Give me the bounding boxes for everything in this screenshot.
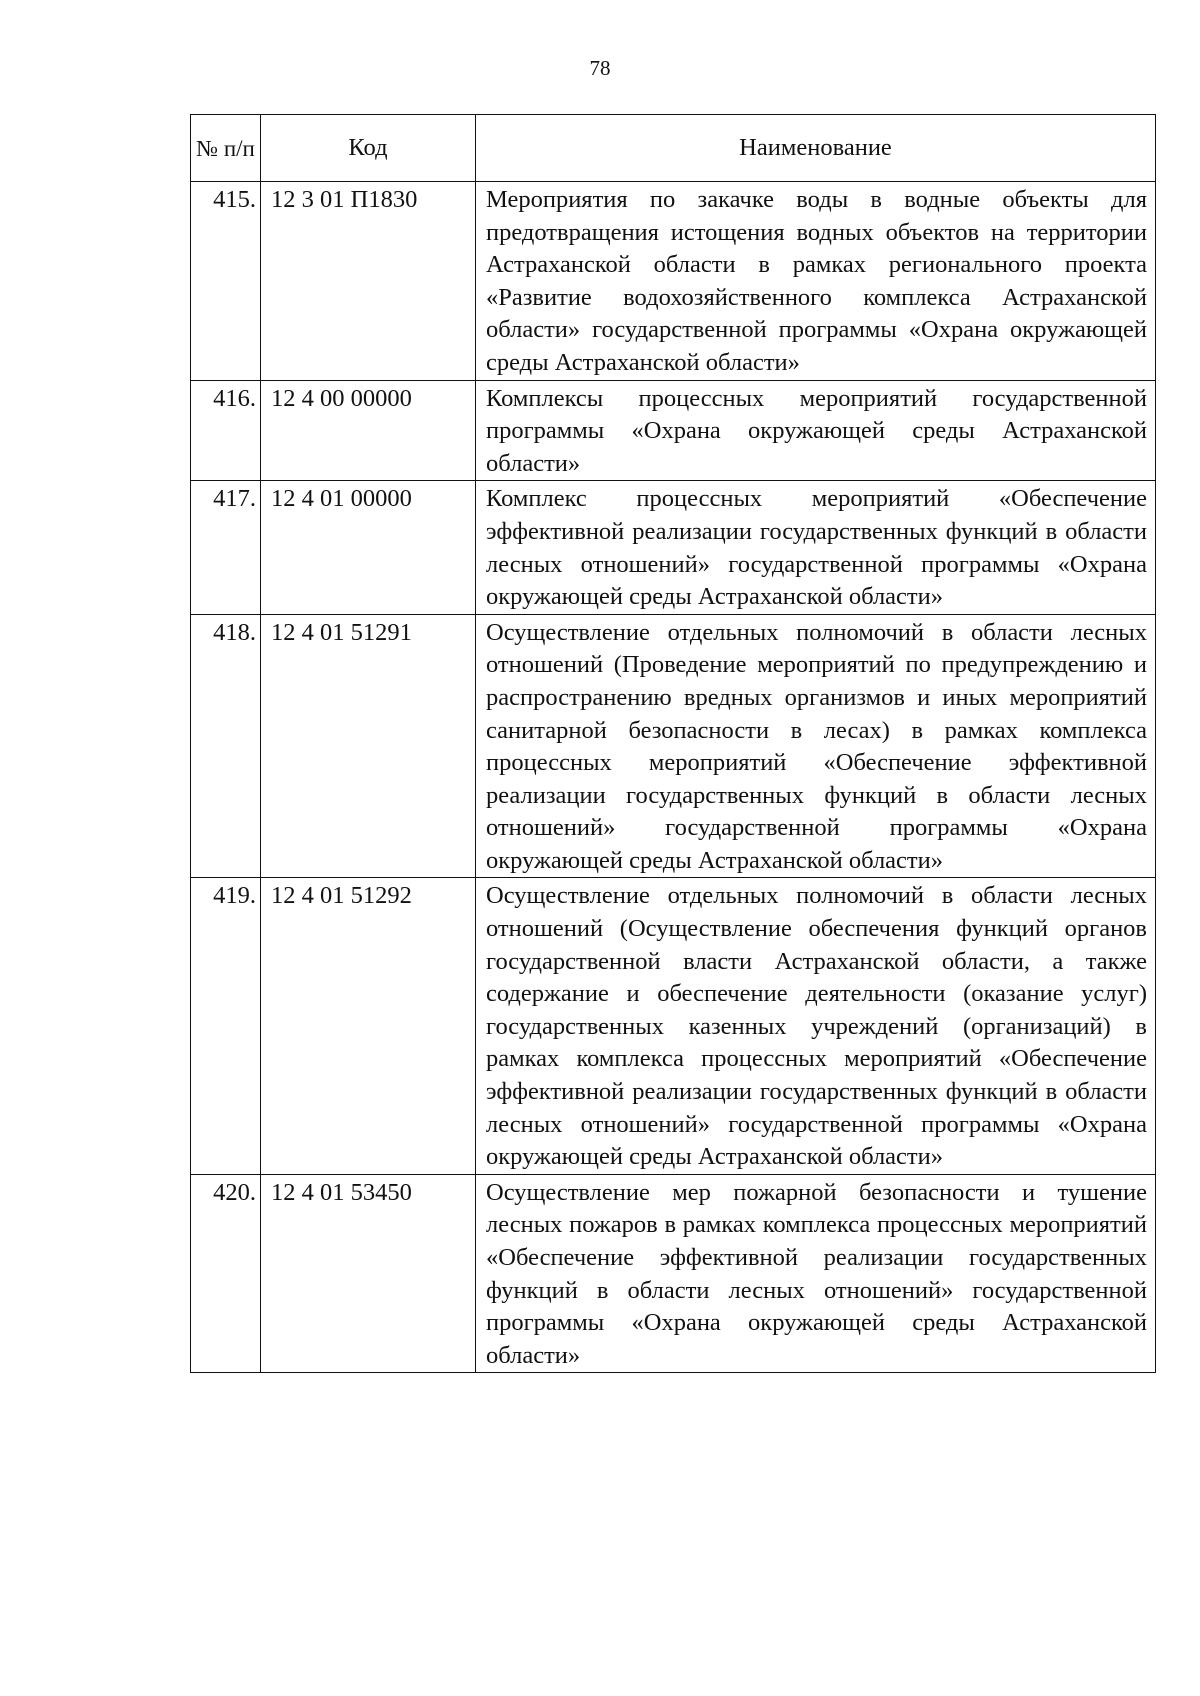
row-name: Комплексы процессных мероприятий государственной программы «Охрана окружающей среды Астраханской области» bbox=[476, 380, 1156, 481]
header-name: Наименование bbox=[476, 115, 1156, 182]
header-code: Код bbox=[261, 115, 476, 182]
row-number: 415. bbox=[191, 182, 261, 381]
row-name: Осуществление отдельных полномочий в области лесных отношений (Осуществление обеспечения функций органов государственной власти Астраханской области, а также содержание и обеспечение деятельности (оказание услуг) государственных казенных учреждений (организаций) в рамках комплекса процессных мероприятий «Обеспечение эффективной реализации государственных функций в области лесных отношений» государственной программы «Охрана окружающей среды Астраханской области» bbox=[476, 878, 1156, 1174]
row-number: 416. bbox=[191, 380, 261, 481]
table-header-row bbox=[191, 115, 1156, 182]
header-num: № п/п bbox=[191, 115, 261, 182]
table-row bbox=[191, 182, 1156, 381]
table-row bbox=[191, 1174, 1156, 1373]
table-row bbox=[191, 878, 1156, 1174]
row-name: Осуществление мер пожарной безопасности и тушение лесных пожаров в рамках комплекса процессных мероприятий «Обеспечение эффективной реализации государственных функций в области лесных отношений» государственной программы «Охрана окружающей среды Астраханской области» bbox=[476, 1174, 1156, 1373]
row-code: 12 4 01 51292 bbox=[261, 878, 476, 1174]
table-row bbox=[191, 481, 1156, 614]
row-name: Мероприятия по закачке воды в водные объекты для предотвращения истощения водных объектов на территории Астраханской области в рамках регионального проекта «Развитие водохозяйственного комплекса Астраханской области» государственной программы «Охрана окружающей среды Астраханской области» bbox=[476, 182, 1156, 381]
row-code: 12 4 01 00000 bbox=[261, 481, 476, 614]
row-code: 12 4 01 53450 bbox=[261, 1174, 476, 1373]
page-number: 78 bbox=[589, 56, 611, 80]
row-number: 417. bbox=[191, 481, 261, 614]
row-name: Осуществление отдельных полномочий в области лесных отношений (Проведение мероприятий по предупреждению и распространению вредных организмов и иных мероприятий санитарной безопасности в лесах) в рамках комплекса процессных мероприятий «Обеспечение эффективной реализации государственных функций в области лесных отношений» государственной программы «Охрана окружающей среды Астраханской области» bbox=[476, 614, 1156, 878]
row-number: 420. bbox=[191, 1174, 261, 1373]
row-number: 419. bbox=[191, 878, 261, 1174]
row-code: 12 3 01 П1830 bbox=[261, 182, 476, 381]
table-row bbox=[191, 380, 1156, 481]
classification-table bbox=[190, 114, 1156, 1373]
row-name: Комплекс процессных мероприятий «Обеспечение эффективной реализации государственных функций в области лесных отношений» государственной программы «Охрана окружающей среды Астраханской области» bbox=[476, 481, 1156, 614]
table-row bbox=[191, 614, 1156, 878]
row-code: 12 4 00 00000 bbox=[261, 380, 476, 481]
row-code: 12 4 01 51291 bbox=[261, 614, 476, 878]
row-number: 418. bbox=[191, 614, 261, 878]
